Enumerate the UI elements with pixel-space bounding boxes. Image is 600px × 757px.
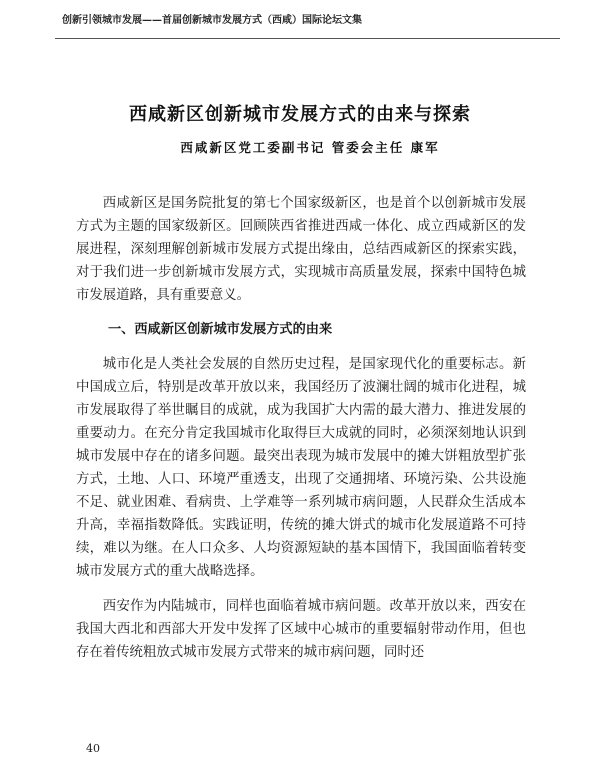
body-paragraph-1: 城市化是人类社会发展的自然历史过程，是国家现代化的重要标志。新中国成立后，特别是改革开放以来，我国经历了波澜壮阔的城市化进程，城市发展取得了举世瞩目的成就，成为我国扩大内需的最大潜力、推进发展的重要动力。在充分肯定我国城市化取得巨大成就的同时，必须深刻地认识到城市发展中存在的诸多问题。最突出表现为城市发展中的摊大饼粗放型扩张方式，土地、人口、环境严重透支，出现了交通拥堵、环境污染、公共设施不足、就业困难、看病贵、上学难等一系列城市病问题，人民群众生活成本升高，幸福指数降低。实践证明，传统的摊大饼式的城市化发展道路不可持续，难以为继。在人口众多、人均资源短缺的基本国情下，我国面临着转变城市发展方式的重大战略选择。 bbox=[76, 356, 526, 580]
article-title: 西咸新区创新城市发展方式的由来与探索 bbox=[129, 104, 471, 125]
running-header bbox=[62, 14, 562, 28]
running-header-text: 创新引领城市发展——首届创新城市发展方式（西咸）国际论坛文集 bbox=[62, 15, 362, 26]
page-number: 40 bbox=[86, 742, 100, 755]
article-body bbox=[76, 192, 526, 664]
section-heading: 一、西咸新区创新城市发展方式的由来 bbox=[108, 322, 333, 338]
intro-paragraph: 西咸新区是国务院批复的第七个国家级新区，也是首个以创新城市发展方式为主题的国家级新区。回顾陕西省推进西咸一体化、成立西咸新区的发展进程，深刻理解创新城市发展方式提出缘由，总结西咸新区的探索实践，对于我们进一步创新城市发展方式，实现城市高质量发展，探索中国特色城市发展道路，具有重要意义。 bbox=[76, 196, 526, 304]
author-byline: 西咸新区党工委副书记 管委会主任 康军 bbox=[180, 140, 440, 155]
header-rule bbox=[55, 38, 560, 39]
body-paragraph-2: 西安作为内陆城市，同样也面临着城市病问题。改革开放以来，西安在我国大西北和西部大开发中发挥了区域中心城市的重要辐射带动作用，但也存在着传统粗放式城市发展方式带来的城市病问题，同时还 bbox=[76, 598, 526, 660]
